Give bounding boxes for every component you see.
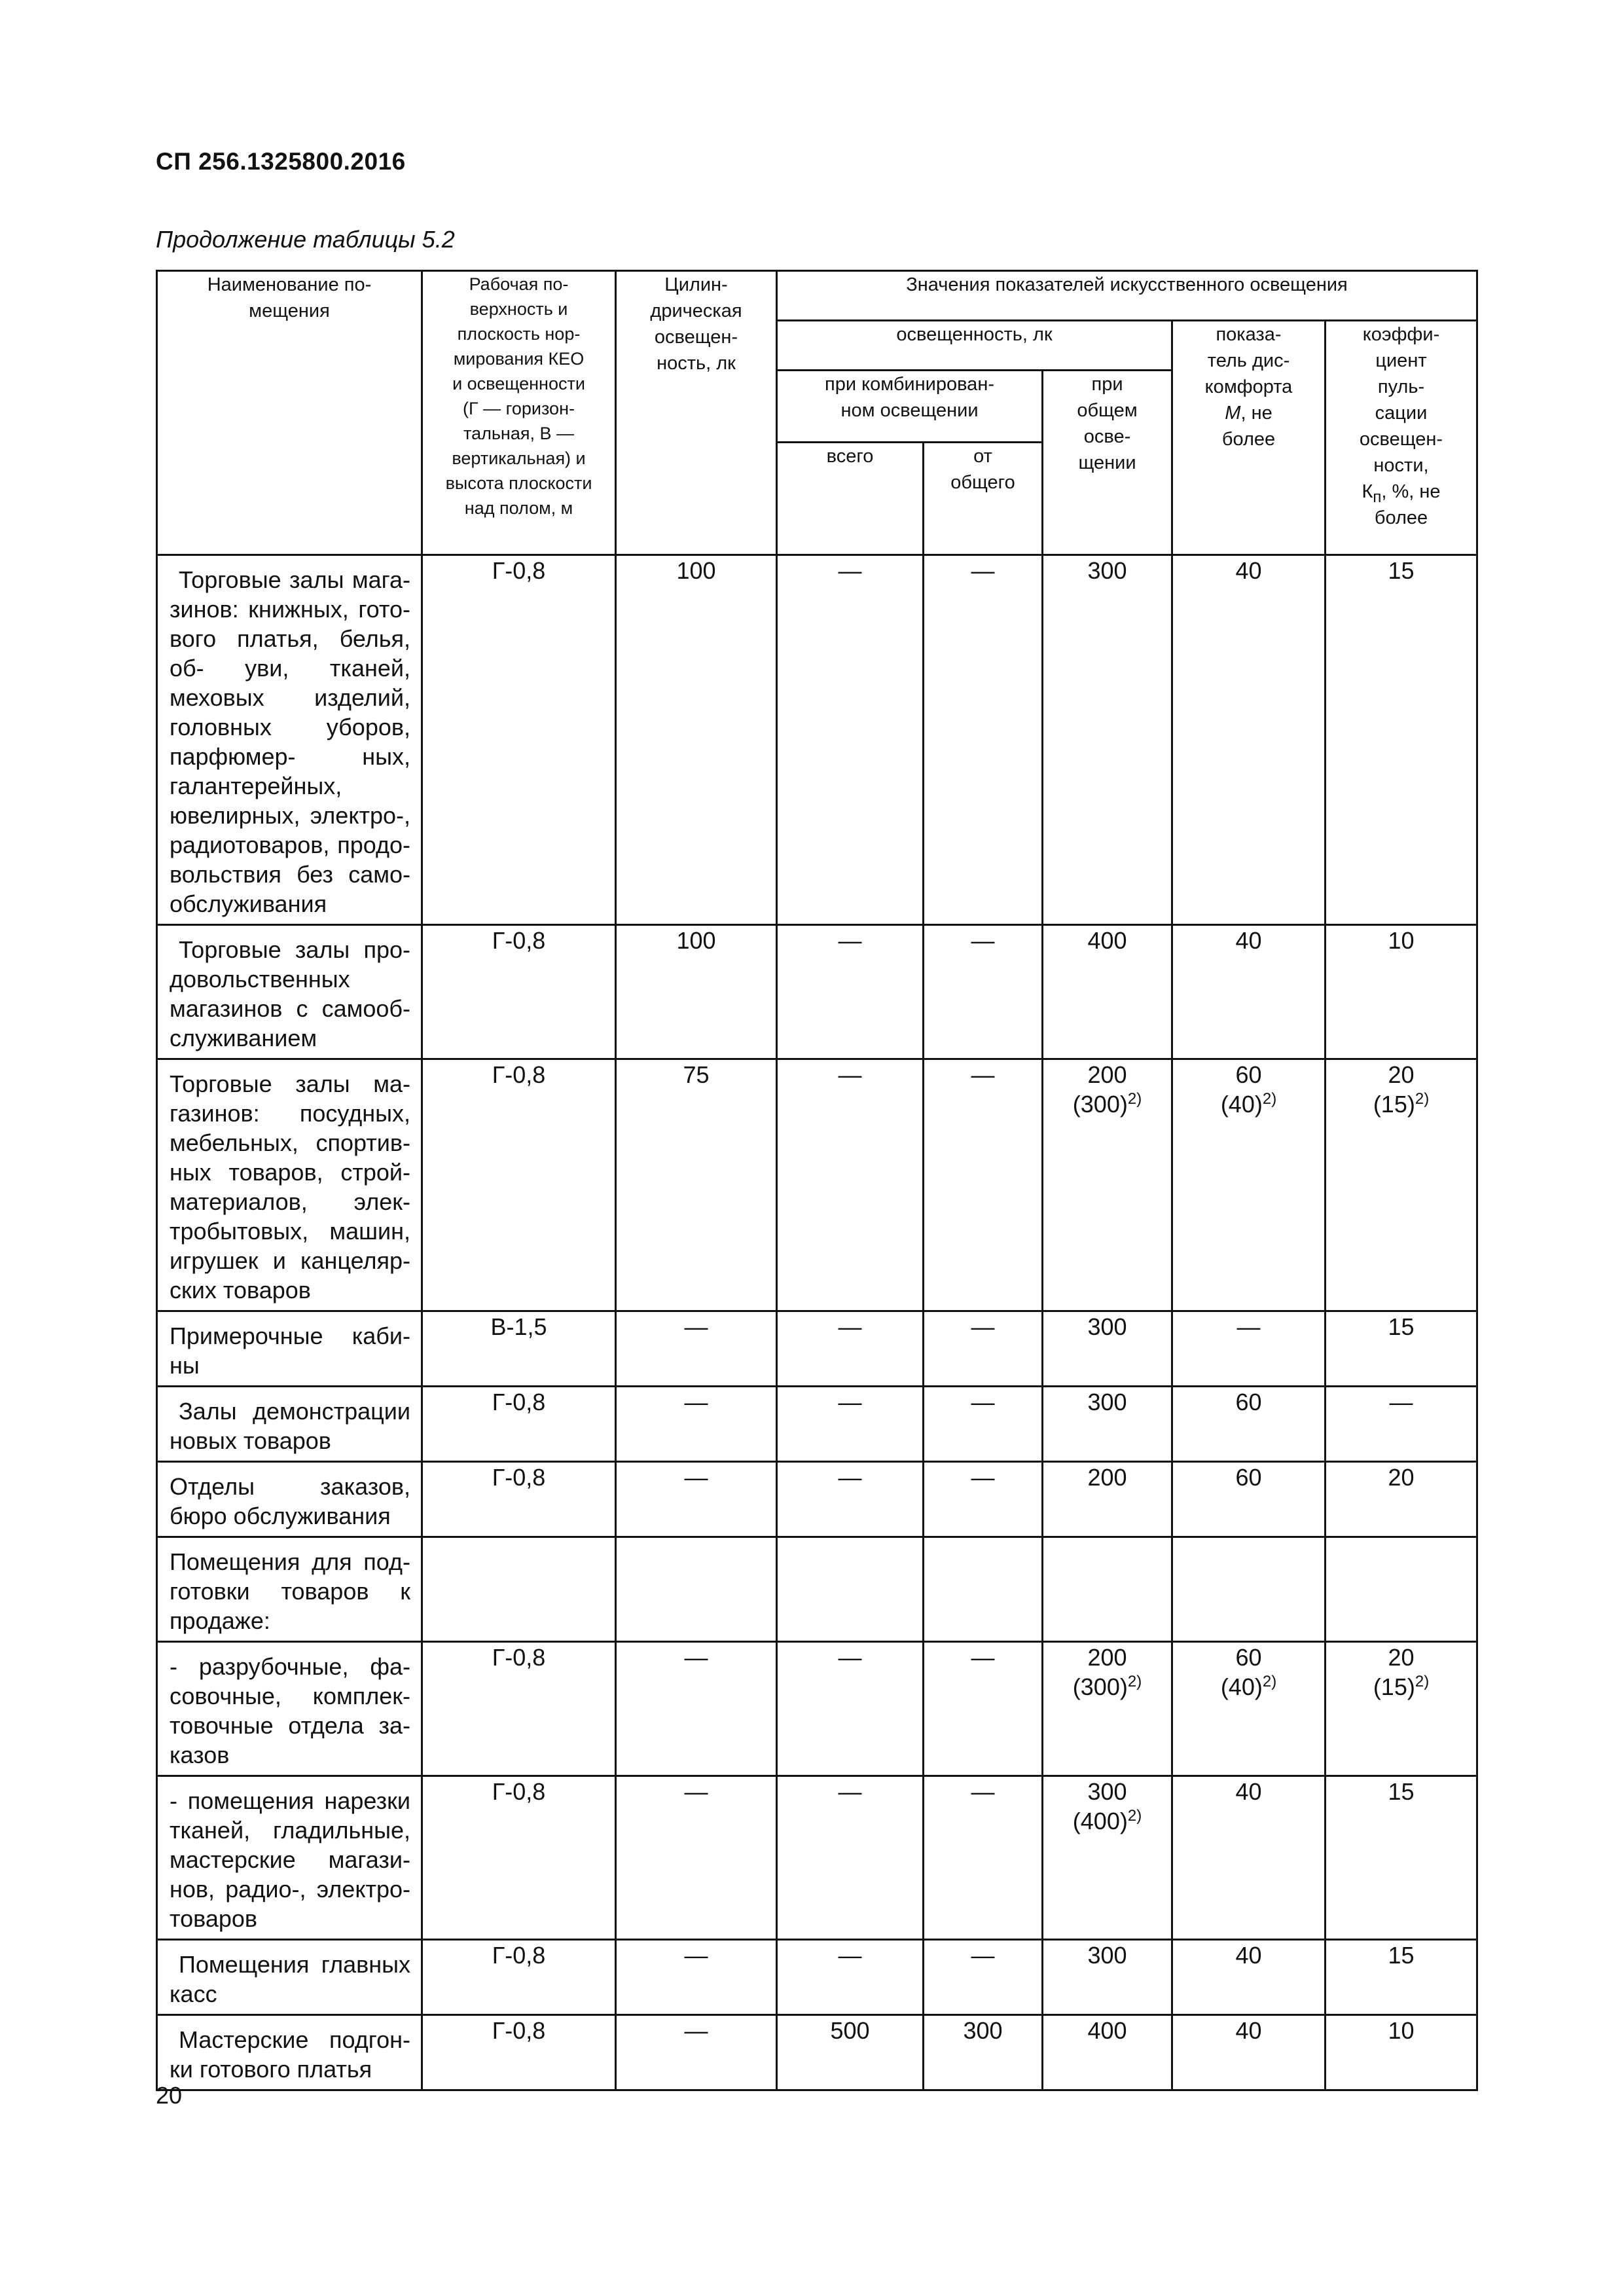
cylindrical-cell: 100: [616, 925, 777, 1059]
room-name-cell: Помещения для под- готовки товаров к продаже:: [157, 1537, 422, 1642]
pulsation-cell: 15: [1326, 1776, 1477, 1940]
room-name-cell: Залы демонстрации новых товаров: [157, 1387, 422, 1462]
discomfort-cell: 40: [1172, 925, 1326, 1059]
room-name-cell: Торговые залы про- довольственных магазинов с самооб- служиванием: [157, 925, 422, 1059]
table-row: [157, 1059, 1477, 1311]
combined-total-cell: —: [777, 1642, 924, 1776]
table-row: [157, 1387, 1477, 1462]
table-body: [157, 555, 1477, 2090]
combined-from-general-cell: —: [924, 1642, 1043, 1776]
combined-total-cell: —: [777, 1059, 924, 1311]
cylindrical-cell: —: [616, 1940, 777, 2015]
cylindrical-cell: 75: [616, 1059, 777, 1311]
combined-from-general-cell: —: [924, 555, 1043, 925]
pulsation-cell: 15: [1326, 1940, 1477, 2015]
table-row: [157, 1311, 1477, 1387]
table-row: [157, 2015, 1477, 2090]
pulsation-cell: 20 $(15)^{2)}$: [1326, 1059, 1477, 1311]
table-caption: Продолжение таблицы 5.2: [156, 226, 455, 253]
pulsation-cell: 20: [1326, 1462, 1477, 1537]
combined-total-cell: —: [777, 1776, 924, 1940]
combined-total-cell: [777, 1537, 924, 1642]
col-header-illuminance-group: освещенность, лк: [777, 321, 1172, 371]
cylindrical-cell: —: [616, 1462, 777, 1537]
pulsation-cell: 15: [1326, 1311, 1477, 1387]
general-lighting-cell: 300: [1043, 555, 1172, 925]
discomfort-cell: 60: [1172, 1462, 1326, 1537]
cylindrical-cell: [616, 1537, 777, 1642]
combined-from-general-cell: 300: [924, 2015, 1043, 2090]
surface-cell: В-1,5: [422, 1311, 616, 1387]
general-lighting-cell: 400: [1043, 2015, 1172, 2090]
combined-total-cell: 500: [777, 2015, 924, 2090]
general-lighting-cell: 300: [1043, 1311, 1172, 1387]
general-lighting-cell: 200 $(300)^{2)}$: [1043, 1059, 1172, 1311]
surface-cell: Г-0,8: [422, 1642, 616, 1776]
table-row: [157, 1462, 1477, 1537]
table-row: [157, 555, 1477, 925]
discomfort-cell: 40: [1172, 2015, 1326, 2090]
pulsation-cell: 10: [1326, 2015, 1477, 2090]
col-header-pulsation: коэффи- циент пуль- сации освещен- ности, $К_п$, %, не более: [1326, 321, 1477, 555]
combined-total-cell: —: [777, 1311, 924, 1387]
surface-cell: [422, 1537, 616, 1642]
combined-from-general-cell: —: [924, 1059, 1043, 1311]
cylindrical-cell: —: [616, 1311, 777, 1387]
general-lighting-cell: 300: [1043, 1940, 1172, 2015]
surface-cell: Г-0,8: [422, 1776, 616, 1940]
col-header-total: всего: [777, 443, 924, 555]
room-name-cell: Помещения главных касс: [157, 1940, 422, 2015]
discomfort-cell: 40: [1172, 555, 1326, 925]
document-code: СП 256.1325800.2016: [156, 148, 406, 175]
cylindrical-cell: —: [616, 1776, 777, 1940]
discomfort-cell: —: [1172, 1311, 1326, 1387]
general-lighting-cell: 400: [1043, 925, 1172, 1059]
discomfort-cell: 60 $(40)^{2)}$: [1172, 1059, 1326, 1311]
table-row: [157, 1537, 1477, 1642]
discomfort-cell: 60 $(40)^{2)}$: [1172, 1642, 1326, 1776]
surface-cell: Г-0,8: [422, 1059, 616, 1311]
general-lighting-cell: 300: [1043, 1387, 1172, 1462]
page-number: 20: [156, 2082, 183, 2109]
combined-from-general-cell: —: [924, 1462, 1043, 1537]
room-name-cell: - помещения нарезки тканей, гладильные, мастерские магази- нов, радио-, электро- товаров: [157, 1776, 422, 1940]
general-lighting-cell: 200 $(300)^{2)}$: [1043, 1642, 1172, 1776]
pulsation-cell: [1326, 1537, 1477, 1642]
cylindrical-cell: —: [616, 2015, 777, 2090]
table-row: [157, 1642, 1477, 1776]
surface-cell: Г-0,8: [422, 1940, 616, 2015]
col-header-name: Наименование по- мещения: [157, 271, 422, 555]
surface-cell: Г-0,8: [422, 925, 616, 1059]
room-name-cell: - разрубочные, фа- совочные, комплек- товочные отдела за- казов: [157, 1642, 422, 1776]
table-row: [157, 1940, 1477, 2015]
pulsation-cell: 20 $(15)^{2)}$: [1326, 1642, 1477, 1776]
table-row: [157, 1776, 1477, 1940]
surface-cell: Г-0,8: [422, 2015, 616, 2090]
pulsation-cell: 15: [1326, 555, 1477, 925]
room-name-cell: Мастерские подгон- ки готового платья: [157, 2015, 422, 2090]
pulsation-cell: —: [1326, 1387, 1477, 1462]
general-lighting-cell: 300 $(400)^{2)}$: [1043, 1776, 1172, 1940]
room-name-cell: Торговые залы мага- зинов: книжных, гото- вого платья, белья, об- уви, тканей, меховых изделий, головных уборов, парфюмер- ных, галантерейных, ювелирных, электро-, радиотоваров, продо- вольствия без само- обслуживания: [157, 555, 422, 925]
pulsation-cell: 10: [1326, 925, 1477, 1059]
col-header-surface: Рабочая по- верхность и плоскость нор- мирования КЕО и освещенности (Г — горизон- тальная, В — вертикальная) и высота плоскости над полом, м: [422, 271, 616, 555]
combined-total-cell: —: [777, 1462, 924, 1537]
lighting-table: [156, 270, 1478, 2091]
room-name-cell: Примерочные каби- ны: [157, 1311, 422, 1387]
room-name-cell: Отделы заказов, бюро обслуживания: [157, 1462, 422, 1537]
surface-cell: Г-0,8: [422, 555, 616, 925]
col-header-general: при общем осве- щении: [1043, 371, 1172, 555]
col-header-cylindrical: Цилин- дрическая освещен- ность, лк: [616, 271, 777, 555]
combined-from-general-cell: —: [924, 1776, 1043, 1940]
surface-cell: Г-0,8: [422, 1387, 616, 1462]
combined-from-general-cell: —: [924, 1387, 1043, 1462]
col-header-values-group: Значения показателей искусственного освещения: [777, 271, 1477, 321]
col-header-combined-group: при комбинирован- ном освещении: [777, 371, 1043, 443]
combined-from-general-cell: [924, 1537, 1043, 1642]
combined-total-cell: —: [777, 1387, 924, 1462]
discomfort-cell: 60: [1172, 1387, 1326, 1462]
col-header-discomfort: показа- тель дис- комфорта М, не более: [1172, 321, 1326, 555]
table-row: [157, 925, 1477, 1059]
surface-cell: Г-0,8: [422, 1462, 616, 1537]
discomfort-cell: 40: [1172, 1776, 1326, 1940]
combined-total-cell: —: [777, 925, 924, 1059]
general-lighting-cell: [1043, 1537, 1172, 1642]
combined-from-general-cell: —: [924, 925, 1043, 1059]
cylindrical-cell: —: [616, 1387, 777, 1462]
col-header-from-general: от общего: [924, 443, 1043, 555]
combined-total-cell: —: [777, 1940, 924, 2015]
discomfort-cell: [1172, 1537, 1326, 1642]
combined-from-general-cell: —: [924, 1311, 1043, 1387]
combined-from-general-cell: —: [924, 1940, 1043, 2015]
room-name-cell: Торговые залы ма- газинов: посудных, мебельных, спортив- ных товаров, строй- материалов, элек- тробытовых, машин, игрушек и канцеляр- ских товаров: [157, 1059, 422, 1311]
cylindrical-cell: —: [616, 1642, 777, 1776]
cylindrical-cell: 100: [616, 555, 777, 925]
combined-total-cell: —: [777, 555, 924, 925]
discomfort-cell: 40: [1172, 1940, 1326, 2015]
general-lighting-cell: 200: [1043, 1462, 1172, 1537]
